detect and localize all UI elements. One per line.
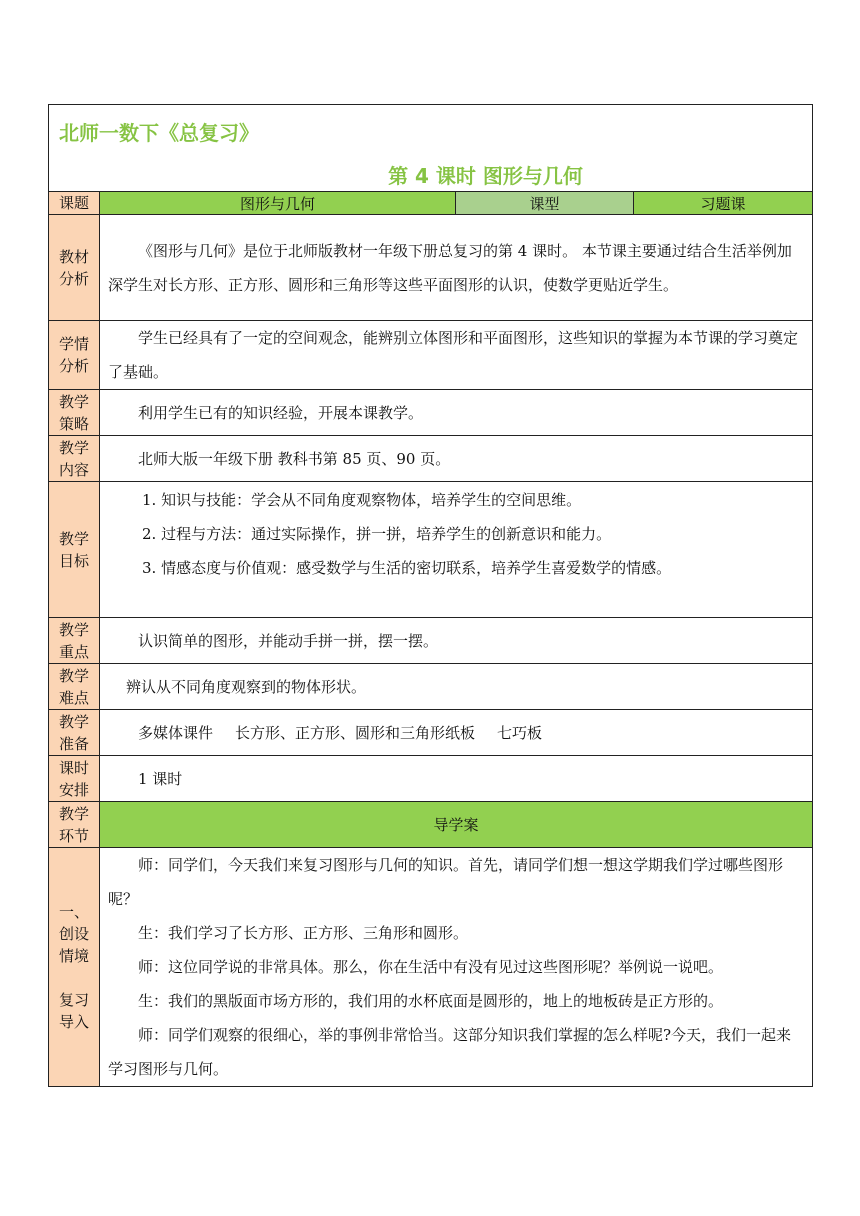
header-cell <box>49 105 813 192</box>
strategy-text: 利用学生已有的知识经验，开展本课教学。 <box>138 403 424 422</box>
label-line: 教学 <box>58 438 89 457</box>
strategy-cell <box>100 390 813 436</box>
textbook-cell <box>100 215 813 321</box>
goals-cell <box>100 482 813 618</box>
students-text: 学生已经具有了一定的空间观念，能辨别立体图形和平面图形，这些知识的掌握为本节课的学习奠定了基础。 <box>108 329 799 381</box>
schedule-text: 1 课时 <box>138 769 183 788</box>
difficulty-label <box>49 664 100 710</box>
textbook-row <box>49 215 813 321</box>
goal-item: 3. 情感态度与价值观：感受数学与生活的密切联系，培养学生喜爱数学的情感。 <box>142 559 672 577</box>
prep-item: 多媒体课件 <box>138 724 214 742</box>
lesson-plan <box>48 104 812 1087</box>
label-line: 导入 <box>58 1013 89 1031</box>
content-label <box>49 436 100 482</box>
dialogue-paragraph: 师：这位同学说的非常具体。那么，你在生活中有没有见过这些图形呢？举例说一说吧。 <box>138 958 724 976</box>
content-cell <box>100 436 813 482</box>
type-value: 习题课 <box>634 192 813 215</box>
label-line: 复习 <box>58 991 89 1009</box>
label-line: 分析 <box>58 357 89 375</box>
content-row <box>49 436 813 482</box>
prep-items <box>100 722 812 743</box>
key-cell <box>100 618 813 664</box>
topic-value: 图形与几何 <box>100 192 456 215</box>
intro-row <box>49 848 813 1087</box>
difficulty-cell <box>100 664 813 710</box>
label-line: 策略 <box>58 414 89 433</box>
textbook-text: 《图形与几何》是位于北师版教材一年级下册总复习的第 4 课时。 本节课主要通过结合生活举例加深学生对长方形、正方形、圆形和三角形等这些平面图形的认识，使数学更贴近学生。 <box>108 241 792 294</box>
key-label <box>49 618 100 664</box>
dialogue-paragraph: 师：同学们，今天我们来复习图形与几何的知识。首先，请同学们想一想这学期我们学过哪些图形呢？ <box>108 856 784 908</box>
section-label <box>49 802 100 848</box>
goals-label <box>49 482 100 618</box>
students-cell <box>100 321 813 390</box>
lesson-plan-table <box>48 104 813 1087</box>
goals-row <box>49 482 813 618</box>
label-line: 准备 <box>58 734 89 753</box>
prep-item: 七巧板 <box>497 724 543 742</box>
intro-label <box>49 848 100 1087</box>
topic-label: 课题 <box>49 192 100 215</box>
label-line: 学情 <box>58 335 89 353</box>
schedule-row <box>49 756 813 802</box>
label-line: 课时 <box>58 758 89 777</box>
label-line: 教学 <box>58 392 89 411</box>
header-row <box>49 105 813 192</box>
schedule-label <box>49 756 100 802</box>
prep-row <box>49 710 813 756</box>
label-line: 教学 <box>58 529 89 548</box>
intro-cell <box>100 848 813 1087</box>
students-row <box>49 321 813 390</box>
goal-item: 2. 过程与方法：通过实际操作，拼一拼，培养学生的创新意识和能力。 <box>142 525 612 543</box>
difficulty-row <box>49 664 813 710</box>
label-line: 环节 <box>58 826 89 845</box>
key-text: 认识简单的图形，并能动手拼一拼，摆一摆。 <box>138 631 439 650</box>
textbook-label <box>49 215 100 321</box>
label-line: 安排 <box>58 780 89 799</box>
label-line: 教学 <box>58 804 89 823</box>
document-title: 北师一数下《总复习》 <box>59 121 259 145</box>
label-line: 教学 <box>58 712 89 731</box>
label-line: 目标 <box>58 551 89 570</box>
label-line: 分析 <box>58 269 89 288</box>
prep-cell <box>100 710 813 756</box>
label-line: 一、 <box>58 903 89 921</box>
label-line: 教学 <box>58 620 89 639</box>
goal-item: 1. 知识与技能：学会从不同角度观察物体，培养学生的空间思维。 <box>142 491 582 509</box>
label-line: 内容 <box>58 460 89 479</box>
strategy-row <box>49 390 813 436</box>
label-line: 教学 <box>58 666 89 685</box>
dialogue-paragraph: 师：同学们观察的很细心，举的事例非常恰当。这部分知识我们掌握的怎么样呢?今天，我们一起来学习图形与几何。 <box>108 1026 792 1078</box>
label-spacer <box>49 967 99 989</box>
dialogue-paragraph: 生：我们学习了长方形、正方形、三角形和圆形。 <box>138 924 469 942</box>
difficulty-text: 辨认从不同角度观察到的物体形状。 <box>126 677 367 696</box>
type-label: 课型 <box>456 192 634 215</box>
strategy-label <box>49 390 100 436</box>
label-line: 情境 <box>58 947 89 965</box>
section-row <box>49 802 813 848</box>
label-line: 重点 <box>58 642 89 661</box>
label-line: 创设 <box>58 925 89 943</box>
prep-label <box>49 710 100 756</box>
prep-item: 长方形、正方形、圆形和三角形纸板 <box>235 724 476 742</box>
section-title: 导学案 <box>100 802 813 848</box>
students-label <box>49 321 100 390</box>
dialogue-paragraph: 生：我们的黑版面市场方形的，我们用的水杯底面是圆形的，地上的地板砖是正方形的。 <box>138 992 724 1010</box>
schedule-cell <box>100 756 813 802</box>
key-row <box>49 618 813 664</box>
label-line: 难点 <box>58 688 89 707</box>
topic-row <box>49 192 813 215</box>
lesson-subtitle: 第 4 课时 图形与几何 <box>388 164 583 188</box>
content-text: 北师大版一年级下册 教科书第 85 页、90 页。 <box>138 449 451 468</box>
label-line: 教材 <box>58 247 89 266</box>
